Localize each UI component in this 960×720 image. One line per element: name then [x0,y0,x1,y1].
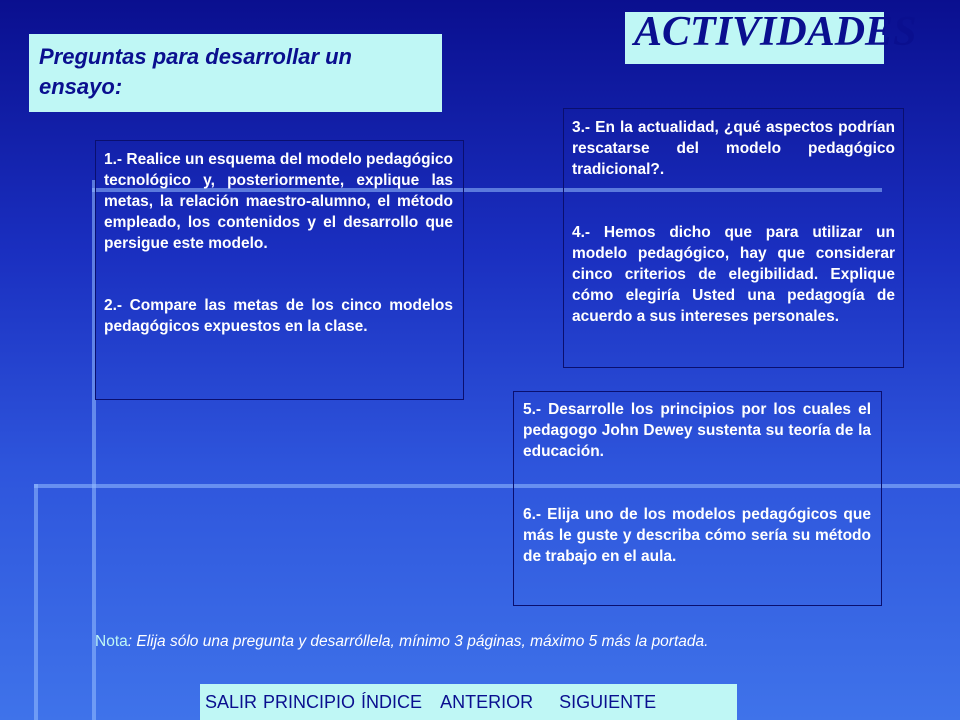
question-5: 5.- Desarrolle los principios por los cuales el pedagogo John Dewey sustenta su teoría de la educación. [523,401,871,460]
nav-principio-button[interactable]: PRINCIPIO [263,691,356,712]
questions-box-left [95,140,464,400]
note-text: : Elija sólo una pregunta y desarróllela, mínimo 3 páginas, máximo 5 más la portada. [127,633,709,650]
page-title: ACTIVIDADES [634,9,917,55]
navigation-bar [200,684,737,720]
subtitle: Preguntas para desarrollar un ensayo: [39,44,352,99]
decorative-stripe [34,484,38,720]
question-1: 1.- Realice un esquema del modelo pedagógico tecnológico y, posteriormente, explique las metas, la relación maestro-alumno, el método empleado, los contenidos y el desarrollo que persigue este modelo. [104,151,453,252]
questions-box-bottom [513,391,882,606]
note [95,631,807,653]
question-3: 3.- En la actualidad, ¿qué aspectos podrían rescatarse del modelo pedagógico tradicional?. [572,119,895,178]
question-6: 6.- Elija uno de los modelos pedagógicos que más le guste y describa cómo sería su método de trabajo en el aula. [523,506,871,565]
nav-salir-button[interactable]: SALIR [205,691,258,712]
nav-anterior-button[interactable]: ANTERIOR [440,691,534,712]
note-label: Nota [95,633,128,650]
questions-box-right [563,108,904,368]
nav-siguiente-button[interactable]: SIGUIENTE [559,691,657,712]
subtitle-box [29,34,442,112]
question-4: 4.- Hemos dicho que para utilizar un modelo pedagógico, hay que considerar cinco criterios de elegibilidad. Explique cómo elegiría Usted una pedagogía de acuerdo a sus intereses personales. [572,224,895,325]
nav-indice-button[interactable]: ÍNDICE [361,691,423,712]
question-2: 2.- Compare las metas de los cinco modelos pedagógicos expuestos en la clase. [104,297,453,335]
